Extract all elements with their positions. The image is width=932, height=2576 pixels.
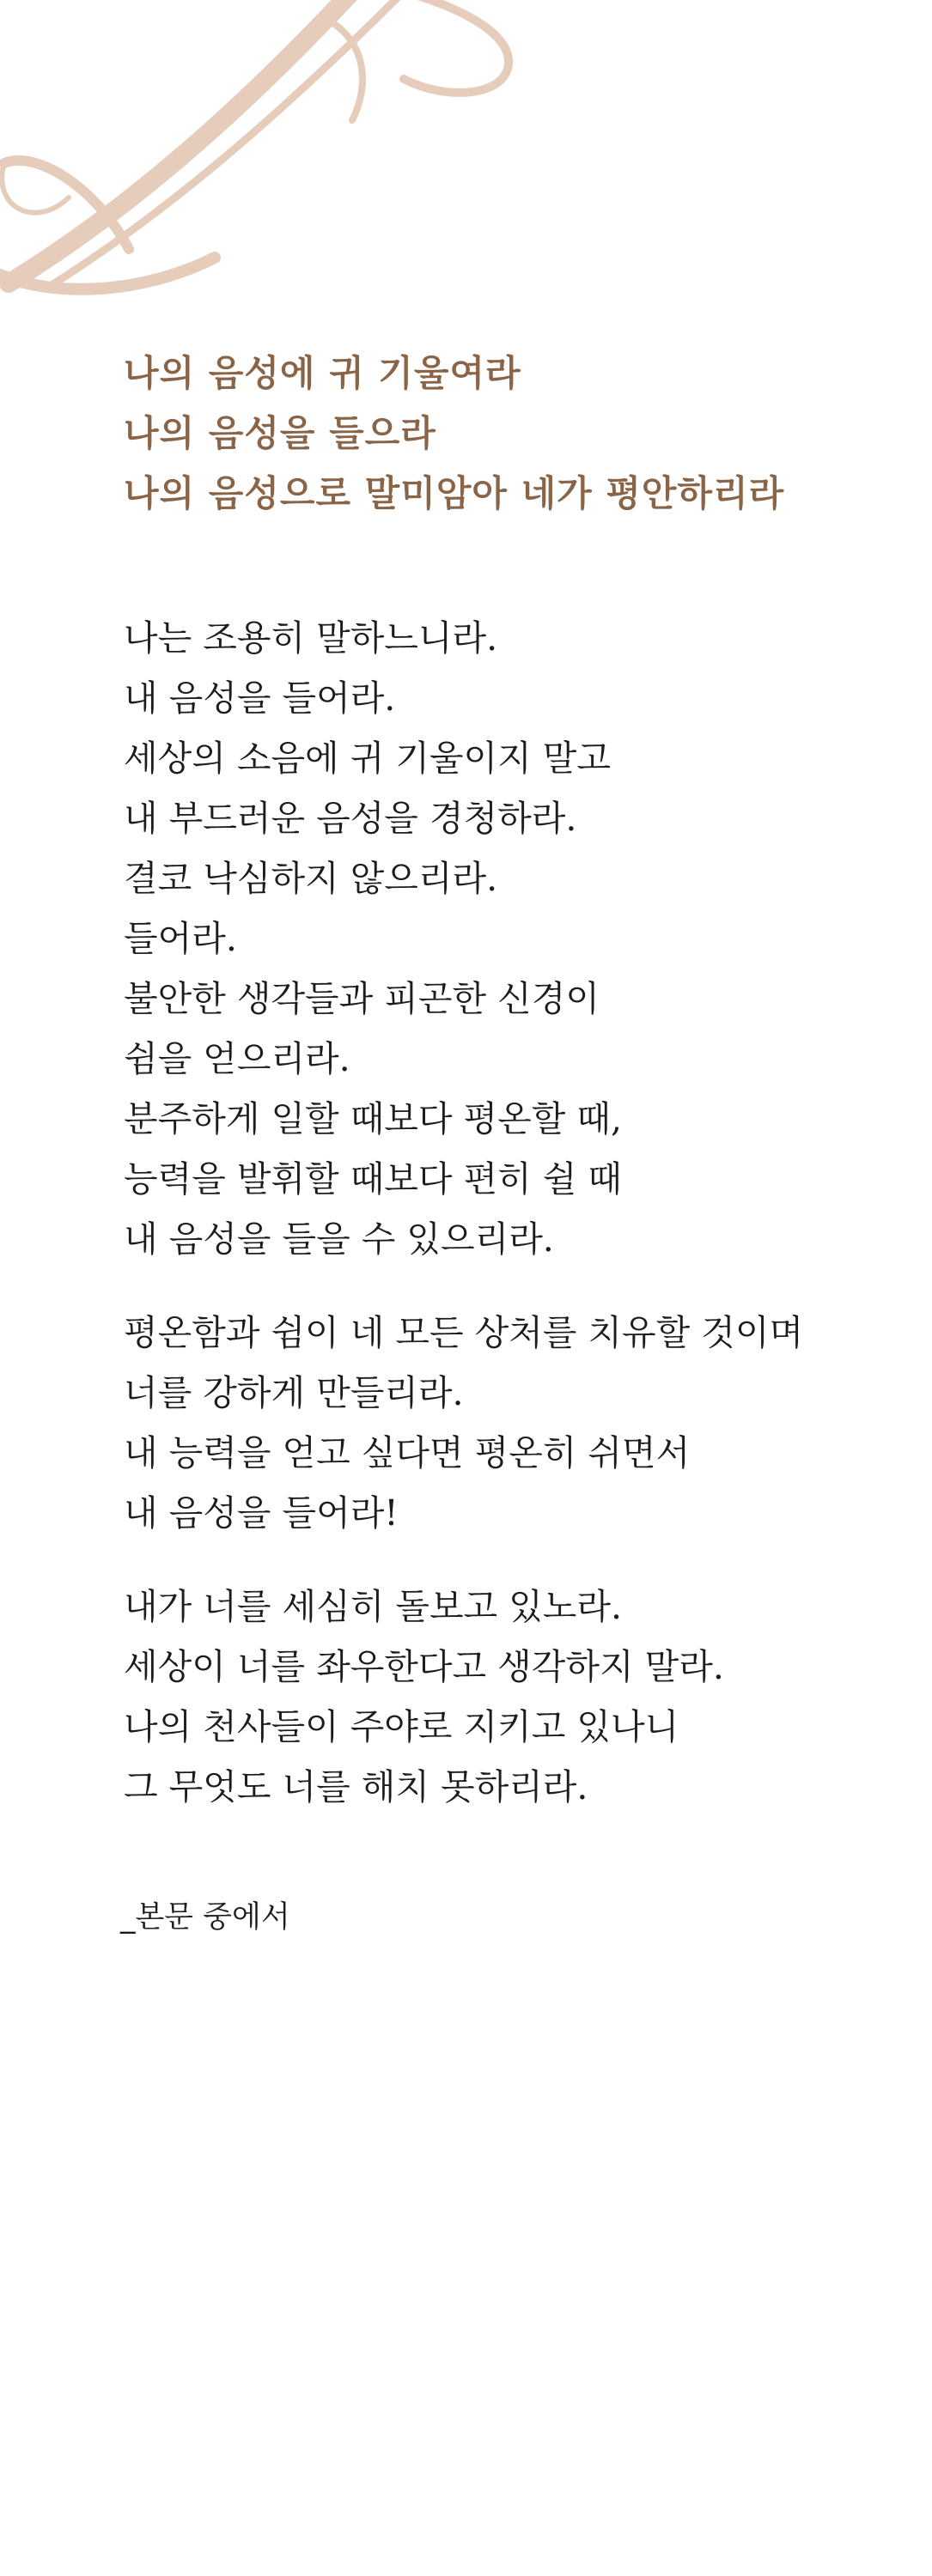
verse-line: 나의 천사들이 주야로 지키고 있나니	[124, 1706, 679, 1747]
verse-line: 능력을 발휘할 때보다 편히 쉴 때	[124, 1158, 623, 1200]
title-line: 나의 음성에 귀 기울여라	[124, 352, 521, 394]
verse-line: 내 능력을 얻고 싶다면 평온히 쉬면서	[124, 1432, 691, 1473]
verse-line: 너를 강하게 만들리라.	[124, 1372, 464, 1413]
verse-line: 불안한 생각들과 피곤한 신경이	[124, 978, 600, 1019]
verse-line: 들어라.	[124, 918, 237, 959]
title-line: 나의 음성을 들으라	[124, 412, 436, 454]
verse-line: 내 음성을 들어라.	[124, 677, 396, 719]
source-citation: _본문 중에서	[120, 1900, 290, 1935]
verse-line: 내 음성을 들을 수 있으리라.	[124, 1218, 554, 1260]
verse-line: 내 부드러운 음성을 경청하라.	[124, 798, 577, 839]
verse-line: 세상이 너를 좌우한다고 생각하지 말라.	[124, 1646, 724, 1687]
page-title	[124, 343, 784, 524]
stanza	[124, 608, 803, 1269]
verse-line: 쉼을 얻으리라.	[124, 1038, 350, 1079]
verse-line: 나는 조용히 말하느니라.	[124, 617, 498, 659]
verse-line: 결코 낙심하지 않으리라.	[124, 858, 498, 899]
verse-line: 내가 너를 세심히 돌보고 있노라.	[124, 1586, 623, 1627]
verse-line: 평온함과 쉼이 네 모든 상처를 치유할 것이며	[124, 1312, 804, 1353]
poem-body	[124, 608, 803, 1817]
title-line: 나의 음성으로 말미암아 네가 평안하리라	[124, 472, 785, 514]
stanza	[124, 1577, 803, 1817]
verse-line: 그 무엇도 너를 해치 못하리라.	[124, 1766, 588, 1807]
verse-line: 분주하게 일할 때보다 평온할 때,	[124, 1098, 623, 1139]
stanza	[124, 1303, 803, 1543]
swirl-ornament-icon	[0, 0, 515, 296]
verse-line: 세상의 소음에 귀 기울이지 말고	[124, 738, 612, 779]
verse-line: 내 음성을 들어라!	[124, 1492, 399, 1534]
